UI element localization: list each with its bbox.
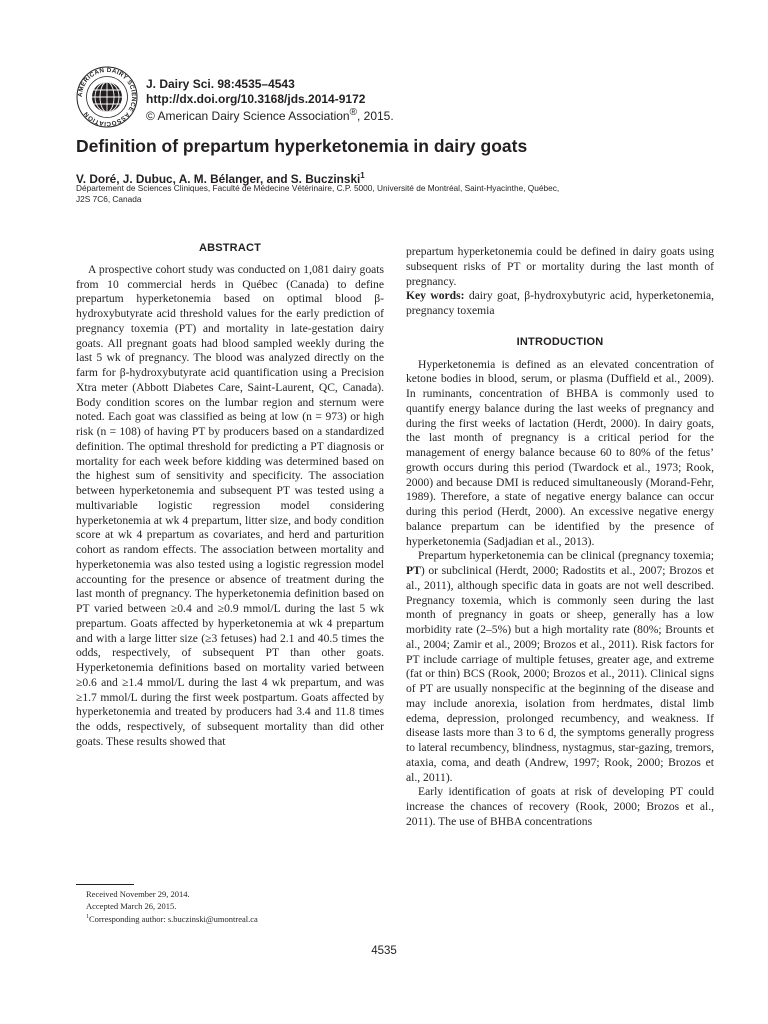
svg-text:AMERICAN DAIRY SCIENCE ASSOCIA: AMERICAN DAIRY SCIENCE ASSOCIATION [76,66,138,128]
left-column [76,241,384,750]
right-column [406,245,714,830]
journal-header [76,66,716,126]
journal-meta [146,77,394,124]
article-title: Definition of prepartum hyperketonemia in dairy goats [76,136,528,156]
doi-link[interactable]: http://dx.doi.org/10.3168/jds.2014-9172 [146,91,366,106]
intro-paragraph-2: Prepartum hyperketonemia can be clinical (pregnancy toxemia; PT) or subclinical (Herdt, 2000; Radostits et al., 2007; Brozos et al., 2011), although specific data in goats are not well described. Pregnancy toxemia, which is commonly seen during the last month of pregnancy in goats or sheep, generally has a low morbidity rate (2–5%) but a high mortality rate (80%; Brounts et al., 2004; Zamir et al., 2009; Brozos et al., 2011). Risk factors for PT include carriage of multiple fetuses, greater age, and extreme (fat or thin) BCS (Rook, 2000; Brozos et al., 2011). Clinical signs of PT are usually nonspecific at the beginning of the disease and may include anorexia, isolation from herdmates, distal limb edema, depression, prolonged recumbency, and weakness. If disease lasts more than 3 to 6 d, the symptoms generally progress to lateral recumbency, blindness, nystagmus, star-gazing, tremors, ataxia, coma, and death (Andrew, 1997; Rook, 2000; Brozos et al., 2011). [406,549,714,784]
copyright-line: © American Dairy Science Association®, 2015. [146,107,394,123]
footnotes [86,889,258,925]
page-number: 4535 [371,945,397,957]
accepted-date: Accepted March 26, 2015. [86,900,177,911]
author-list: V. Doré, J. Dubuc, A. M. Bélanger, and S. Buczinski$^1$ [76,171,365,186]
abstract-continuation: prepartum hyperketonemia could be defined in dairy goats using subsequent risks of PT or mortality during the last month of pregnancy. [406,245,714,288]
received-date: Received November 29, 2014. [86,889,190,899]
abstract-heading: ABSTRACT [198,242,262,254]
affiliation: Département de Sciences Cliniques, Faculté de Médecine Vétérinaire, C.P. 5000, Université de Montréal, Saint-Hyacinthe, Québec, J2S 7C6, Canada [76,183,560,205]
intro-paragraph-3: Early identification of goats at risk of developing PT could increase the chances of recovery (Rook, 2000; Brozos et al., 2011). The use of BHBA concentrations [406,785,714,828]
introduction-heading: INTRODUCTION [516,335,604,348]
corresponding-author: $^1$Corresponding author: s.buczinski@umontreal.ca [86,913,258,924]
footnote-divider [76,884,134,885]
journal-citation: J. Dairy Sci. 98:4535–4543 [146,77,295,91]
dairy-science-seal-icon [76,66,138,128]
keywords: Key words: dairy goat, β-hydroxybutyric acid, hyperketonemia, pregnancy toxemia [406,289,714,317]
abstract-text: A prospective cohort study was conducted on 1,081 dairy goats from 10 commercial herds in Québec (Canada) to define prepartum hyperketonemia based on optimal blood β-hydroxybutyrate acid threshold values for the early prediction of pregnancy toxemia (PT) and mortality in late-gestation dairy goats. All pregnant goats had blood sampled weekly during the last 5 wk of pregnancy. The blood was analyzed directly on the farm for β-hydroxybutyrate acid quantification using a Precision Xtra meter (Abbott Diabetes Care, Saint-Laurent, QC, Canada). Body condition scores on the lumbar region and sternum were noted. Each goat was classified as being at low (n = 973) or high risk (n = 108) of having PT by producers based on a standardized definition. The optimal threshold for predicting a PT diagnosis or mortality for each week before kidding was determined based on the highest sum of sensitivity and specificity. The association between hyperketonemia and subsequent PT was tested using a multivariable logistic regression model considering hyperketonemia at wk 4 prepartum, litter size, and body condition score at wk 4 prepartum as covariates, and herd and parturition cohort as random effects. The association between mortality and hyperketonemia was also tested using a logistic regression model accounting for the presence or absence of treatment during the last month of pregnancy. The hyperketonemia definition based on PT varied between ≥0.4 and ≥0.9 mmol/L during the last 5 wk prepartum. Goats affected by hyperketonemia at wk 4 prepartum and with a large litter size (≥3 fetuses) had 2.1 and 40.5 times the odds, respectively, of subsequent PT than other goats. Hyperketonemia definitions based on mortality varied between ≥0.6 and ≥1.4 mmol/L during the last 4 wk prepartum, and was ≥1.7 mmol/L during the first week postpartum. Goats affected by hyperketonemia and treated by producers had 3.4 and 11.8 times the odds, respectively, of subsequent mortality than did other goats. These results showed that [76,262,384,748]
intro-paragraph-1: Hyperketonemia is defined as an elevated concentration of ketone bodies in blood, serum, or plasma (Duffield et al., 2009). In ruminants, concentration of BHBA is commonly used to quantify energy balance during the last weeks of pregnancy and during the first weeks of lactation (Herdt, 2000). In dairy goats, the last month of pregnancy is a critical period for the management of energy balance because 60 to 80% of the fetus’ growth occurs during this period (Twardock et al., 1973; Rook, 2000) and because DMI is reduced simultaneously (Morand-Fehr, 1989). Therefore, a state of negative energy balance can occur during this period (Herdt, 2000). An excessive negative energy balance prepartum can be identified by the presence of hyperketonemia (Sadjadian et al., 2013). [406,357,714,548]
